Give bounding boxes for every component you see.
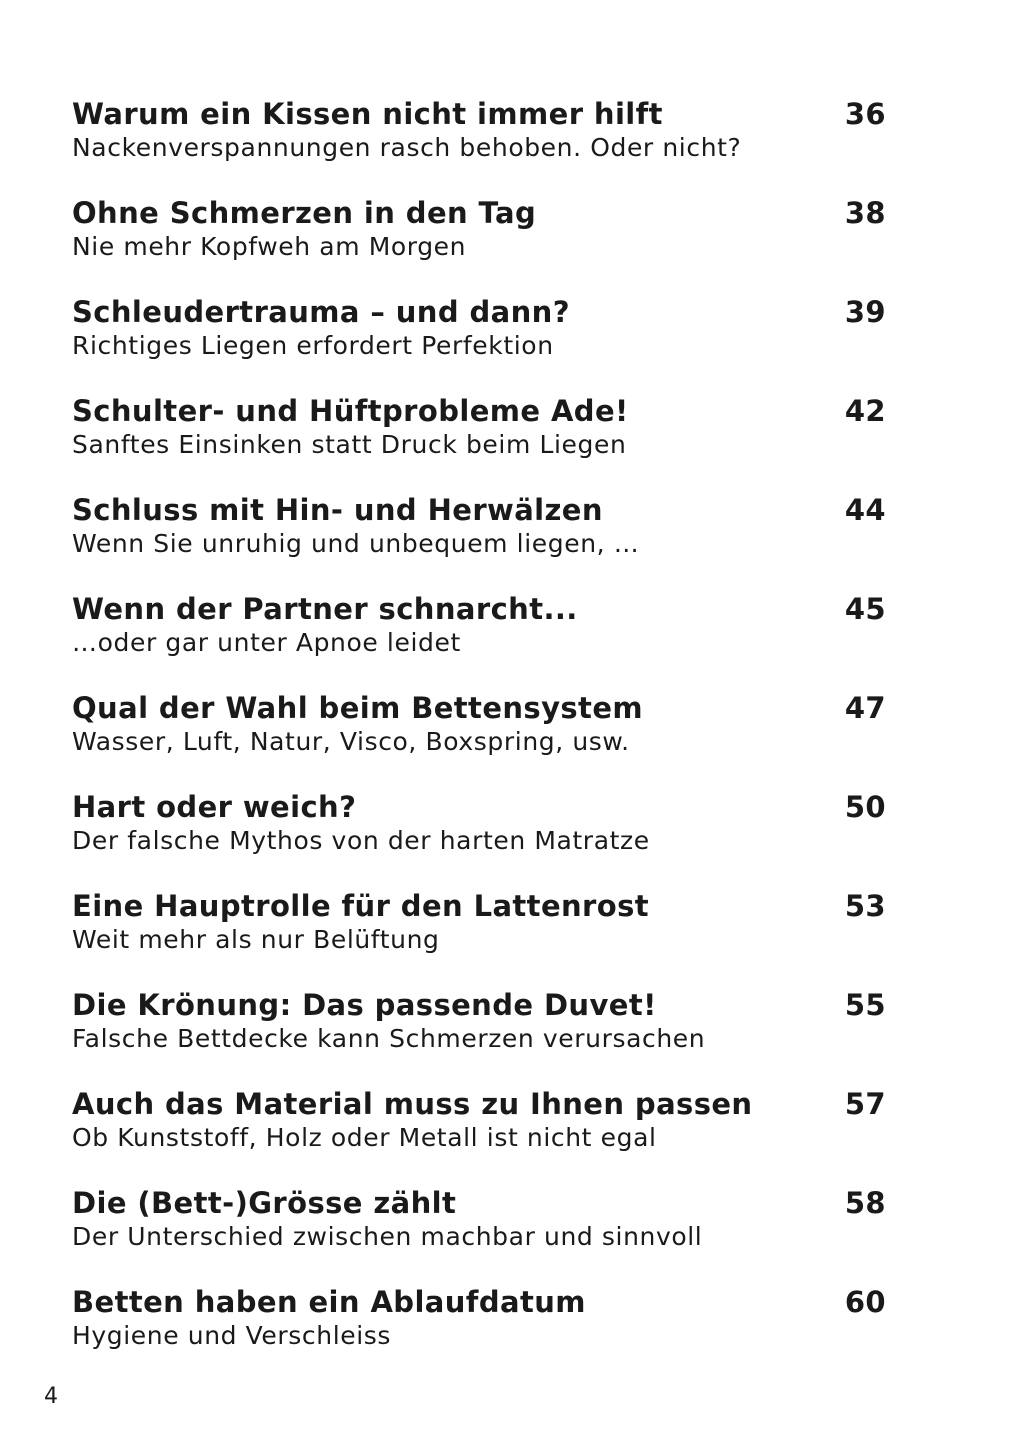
entry-page-number: 45 <box>844 592 886 626</box>
entry-title: Wenn der Partner schnarcht... <box>72 592 578 626</box>
toc-entry[interactable] <box>72 888 886 987</box>
entry-title: Warum ein Kissen nicht immer hilft <box>72 97 663 131</box>
entry-subtitle: Wasser, Luft, Natur, Visco, Boxspring, usw. <box>72 727 630 756</box>
entry-page-number: 53 <box>844 889 886 923</box>
toc-entry[interactable] <box>72 690 886 789</box>
entry-page-number: 36 <box>844 97 886 131</box>
entry-page-number: 38 <box>844 196 886 230</box>
toc-entry[interactable] <box>72 492 886 591</box>
entry-page-number: 47 <box>844 691 886 725</box>
toc-entry[interactable] <box>72 987 886 1086</box>
entry-subtitle: Weit mehr als nur Belüftung <box>72 925 440 954</box>
entry-subtitle: Falsche Bettdecke kann Schmerzen verursachen <box>72 1024 706 1053</box>
entry-title: Qual der Wahl beim Bettensystem <box>72 691 644 725</box>
entry-subtitle: Hygiene und Verschleiss <box>72 1321 392 1350</box>
entry-title: Ohne Schmerzen in den Tag <box>72 196 537 230</box>
entry-page-number: 50 <box>844 790 886 824</box>
entry-title: Auch das Material muss zu Ihnen passen <box>72 1087 753 1121</box>
toc-entry[interactable] <box>72 1086 886 1185</box>
entry-title: Eine Hauptrolle für den Lattenrost <box>72 889 650 923</box>
toc-entry[interactable] <box>72 1284 886 1383</box>
entry-page-number: 39 <box>844 295 886 329</box>
toc-entry[interactable] <box>72 591 886 690</box>
toc-entry[interactable] <box>72 195 886 294</box>
entry-subtitle: Wenn Sie unruhig und unbequem liegen, … <box>72 529 640 558</box>
entry-title: Hart oder weich? <box>72 790 357 824</box>
entry-title: Schluss mit Hin- und Herwälzen <box>72 493 603 527</box>
entry-page-number: 58 <box>844 1186 886 1220</box>
entry-page-number: 57 <box>844 1087 886 1121</box>
footer-page-number: 4 <box>44 1384 58 1409</box>
table-of-contents <box>72 96 886 1383</box>
entry-subtitle: Ob Kunststoff, Holz oder Metall ist nicht egal <box>72 1123 657 1152</box>
entry-subtitle: …oder gar unter Apnoe leidet <box>72 628 461 657</box>
entry-subtitle: Sanftes Einsinken statt Druck beim Liegen <box>72 430 627 459</box>
entry-title: Die (Bett-)Grösse zählt <box>72 1186 457 1220</box>
entry-subtitle: Richtiges Liegen erfordert Perfektion <box>72 331 554 360</box>
toc-entry[interactable] <box>72 393 886 492</box>
toc-entry[interactable] <box>72 96 886 195</box>
entry-subtitle: Der Unterschied zwischen machbar und sinnvoll <box>72 1222 703 1251</box>
entry-subtitle: Nie mehr Kopfweh am Morgen <box>72 232 467 261</box>
entry-subtitle: Der falsche Mythos von der harten Matratze <box>72 826 650 855</box>
toc-entry[interactable] <box>72 789 886 888</box>
entry-title: Schleudertrauma – und dann? <box>72 295 570 329</box>
entry-subtitle: Nackenverspannungen rasch behoben. Oder nicht? <box>72 133 742 162</box>
entry-page-number: 60 <box>844 1285 886 1319</box>
toc-entry[interactable] <box>72 1185 886 1284</box>
entry-page-number: 44 <box>844 493 886 527</box>
entry-title: Betten haben ein Ablaufdatum <box>72 1285 586 1319</box>
entry-page-number: 55 <box>844 988 886 1022</box>
toc-entry[interactable] <box>72 294 886 393</box>
entry-title: Die Krönung: Das passende Duvet! <box>72 988 657 1022</box>
entry-page-number: 42 <box>844 394 886 428</box>
entry-title: Schulter- und Hüftprobleme Ade! <box>72 394 629 428</box>
